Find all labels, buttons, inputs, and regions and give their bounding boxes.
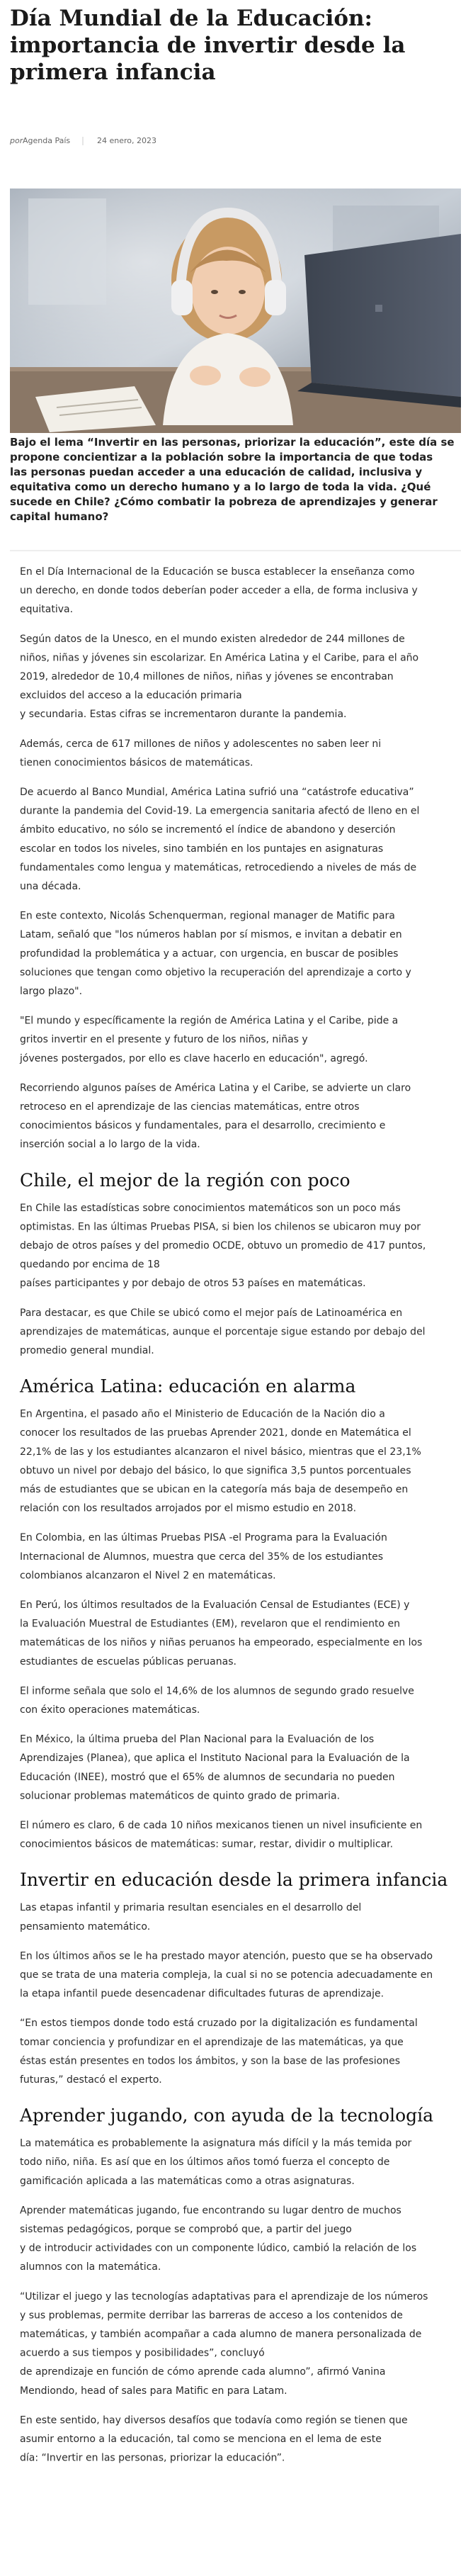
paragraph-line: Según datos de la Unesco, en el mundo existen alrededor de 244 millones de — [20, 633, 405, 645]
paragraph-line: inserción social a lo largo de la vida. — [20, 1139, 200, 1151]
paragraph-line: tienen conocimientos básicos de matemáticas. — [20, 757, 253, 769]
paragraph-line: Aprendizajes (Planea), que aplica el Instituto Nacional para la Evaluación de la — [20, 1753, 410, 1765]
paragraph-line: estudiantes de escuelas públicas peruanas. — [20, 1655, 236, 1667]
paragraph-line: acuerdo a sus tiempos y posibilidades”, concluyó — [20, 2347, 265, 2359]
paragraph-line: El número es claro, 6 de cada 10 niños mexicanos tienen un nivel insuficiente en — [20, 1820, 423, 1831]
paragraph-line: retroceso en el aprendizaje de las ciencias matemáticas, entre otros — [20, 1101, 360, 1113]
paragraph-line: aprendizajes de matemáticas, aunque el porcentaje sigue estando por debajo del — [20, 1326, 426, 1338]
paragraph-line: Internacional de Alumnos, muestra que cerca del 35% de los estudiantes — [20, 1551, 384, 1563]
paragraph-line: Además, cerca de 617 millones de niños y adolescentes no saben leer ni — [20, 738, 382, 750]
paragraph-line: conocimientos básicos y fundamentales, para el desarrollo, crecimiento e — [20, 1120, 386, 1132]
paragraph-line: soluciones que tengan como objetivo la recuperación del aprendizaje a corto y — [20, 967, 411, 979]
paragraph-line: conocer los resultados de las pruebas Aprender 2021, donde en Matemática el — [20, 1427, 411, 1439]
paragraph-line: de aprendizaje en función de cómo aprende cada alumno”, afirmó Vanina — [20, 2366, 386, 2378]
paragraph-line: éstas están presentes en todos los ámbitos, y son la base de las profesiones — [20, 2055, 401, 2067]
paragraph-line: con éxito operaciones matemáticas. — [20, 1704, 200, 1716]
paragraph-line: día: “Invertir en las personas, priorizar la educación”. — [20, 2452, 285, 2464]
paragraph-line: equitativa. — [20, 604, 74, 616]
byline — [9, 136, 156, 145]
paragraph-line: En México, la última prueba del Plan Nacional para la Evaluación de los — [20, 1733, 375, 1745]
paragraph-line: profundidad la problemática y a actuar, con urgencia, en buscar de posibles — [20, 947, 399, 960]
paragraph-line: jóvenes postergados, por ello es clave hacerlo en educación", agregó. — [20, 1052, 368, 1064]
section-heading: América Latina: educación en alarma — [20, 1376, 356, 1397]
section-heading: Aprender jugando, con ayuda de la tecnología — [20, 2105, 434, 2126]
paragraph-line: En el Día Internacional de la Educación se busca establecer la enseñanza como — [20, 566, 415, 578]
paragraph-line: pensamiento matemático. — [20, 1920, 151, 1933]
paragraph-line: colombianos alcanzaron el Nivel 2 en matemáticas. — [20, 1570, 276, 1582]
paragraph-line: escolar en todos los niveles, sino también en los puntajes en asignaturas — [20, 843, 384, 855]
paragraph-line: gritos invertir en el presente y futuro de los niños, niñas y — [20, 1034, 308, 1046]
paragraph-line: 2019, alrededor de 10,4 millones de niños, niñas y jóvenes se encontraban — [20, 671, 394, 682]
title-line: primera infancia — [10, 60, 216, 85]
paragraph-line: Mendiondo, head of sales para Matific en para Latam. — [20, 2385, 287, 2397]
byline-prefix: por — [10, 136, 23, 145]
paragraph-line: “En estos tiempos donde todo está cruzado por la digitalización es fundamental — [20, 2018, 418, 2030]
paragraph-line: En Chile las estadísticas sobre conocimientos matemáticos son un poco más — [20, 1202, 401, 1214]
paragraph-line: En Colombia, en las últimas Pruebas PISA -el Programa para la Evaluación — [20, 1532, 387, 1544]
paragraph-line: la Evaluación Muestral de Estudiantes (EM), revelaron que el rendimiento en — [20, 1618, 401, 1630]
paragraph-line: De acuerdo al Banco Mundial, América Latina sufrió una “catástrofe educativa” — [20, 787, 414, 798]
paragraph-line: que se trata de una materia compleja, la cual si no se potencia adecuadamente en — [20, 1969, 433, 1981]
paragraph-line: Recorriendo algunos países de América Latina y el Caribe, se advierte un claro — [20, 1082, 411, 1094]
paragraph-line: países participantes y por debajo de otros 53 países en matemáticas. — [20, 1278, 366, 1290]
lead-line: propone concientizar a la población sobre la importancia de que todas — [10, 451, 433, 463]
paragraph-line: En este sentido, hay diversos desafíos que todavía como región se tienen que — [20, 2414, 408, 2426]
paragraph-line: excluidos del acceso a la educación primaria — [20, 690, 242, 702]
paragraph-line: conocimientos básicos de matemáticas: sumar, restar, dividir o multiplicar. — [20, 1838, 394, 1850]
paragraph-line: más de estudiantes que se ubican en la categoría más baja de desempeño en — [20, 1484, 409, 1495]
paragraph-line: largo plazo". — [20, 986, 83, 997]
paragraph-line: Para destacar, es que Chile se ubicó como el mejor país de Latinoamérica en — [20, 1307, 403, 1319]
paragraph-line: sistemas pedagógicos, porque se comprobó que, a partir del juego — [20, 2224, 352, 2235]
paragraph-line: En los últimos años se le ha prestado mayor atención, puesto que se ha observado — [20, 1950, 433, 1962]
paragraph-line: relación con los resultados arrojados por el mismo estudio en 2018. — [20, 1502, 357, 1514]
paragraph-line: solucionar problemas matemáticos de quinto grado de primaria. — [20, 1790, 341, 1802]
lead-line: capital humano? — [10, 510, 109, 523]
paragraph-line: En Perú, los últimos resultados de la Evaluación Censal de Estudiantes (ECE) y — [20, 1599, 410, 1611]
paragraph-line: la etapa infantil puede desencadenar dificultades futuras de aprendizaje. — [20, 1988, 384, 2000]
paragraph-line: La matemática es probablemente la asignatura más difícil y la más temida por — [20, 2137, 412, 2149]
hero-image — [10, 189, 461, 433]
title-line: importancia de invertir desde la — [10, 33, 406, 58]
paragraph-line: En este contexto, Nicolás Schenquerman, regional manager de Matific para — [20, 910, 395, 922]
paragraph-line: asumir entorno a la educación, tal como se menciona en el lema de este — [20, 2434, 382, 2445]
paragraph-line: Las etapas infantil y primaria resultan esenciales en el desarrollo del — [20, 1902, 362, 1914]
paragraph-line: una década. — [20, 881, 81, 892]
paragraph-line: y de introducir actividades con un componente lúdico, cambió la relación de los — [20, 2242, 417, 2254]
paragraph-line: ámbito educativo, no sólo se incrementó el índice de abandono y deserción — [20, 824, 396, 836]
paragraph-line: quedando por encima de 18 — [20, 1259, 160, 1271]
paragraph-line: promedio general mundial. — [20, 1345, 154, 1356]
paragraph-line: gamificación aplicada a las matemáticas como a otras asignaturas. — [20, 2175, 355, 2187]
paragraph-line: futuras,” destacó el experto. — [20, 2074, 162, 2086]
paragraph-line: todo niño, niña. Es así que en los últimos años tomó fuerza el concepto de — [20, 2156, 390, 2169]
paragraph-line: “Utilizar el juego y las tecnologías adaptativas para el aprendizaje de los números — [20, 2290, 428, 2302]
paragraph-line: alumnos con la matemática. — [20, 2261, 161, 2273]
paragraph-line: Latam, señaló que "los números hablan por sí mismos, e invitan a debatir en — [20, 929, 402, 941]
paragraph-line: matemáticas de los niños y niñas peruanos ha empeorado, especialmente en los — [20, 1637, 423, 1649]
paragraph-line: Aprender matemáticas jugando, fue encontrando su lugar dentro de muchos — [20, 2205, 401, 2217]
paragraph-line: durante la pandemia del Covid-19. La emergencia sanitaria afectó de lleno en el — [20, 805, 420, 817]
paragraph-line: niños, niñas y jóvenes sin escolarizar. En América Latina y el Caribe, para el año — [20, 652, 419, 664]
paragraph-line: un derecho, en donde todos deberían poder acceder a ella, de forma inclusiva y — [20, 585, 418, 597]
paragraph-line: En Argentina, el pasado año el Ministerio de Educación de la Nación dio a — [20, 1408, 385, 1420]
section-heading: Chile, el mejor de la región con poco — [20, 1169, 351, 1191]
paragraph-line: matemáticas, y también acompañar a cada alumno de manera personalizada de — [20, 2329, 422, 2340]
title-line: Día Mundial de la Educación: — [10, 6, 372, 31]
paragraph-line: debajo de otros países y del promedio OCDE, obtuvo un promedio de 417 puntos, — [20, 1240, 426, 1252]
paragraph-line: fundamentales como lengua y matemáticas, retrocediendo a niveles de más de — [20, 862, 417, 874]
paragraph-line: Educación (INEE), mostró que el 65% de alumnos de secundaria no pueden — [20, 1771, 395, 1783]
lead-line: las personas puedan acceder a una educación de calidad, inclusiva y — [10, 466, 423, 478]
section-heading: Invertir en educación desde la primera infancia — [20, 1869, 448, 1891]
byline-author[interactable]: Agenda País — [23, 136, 71, 145]
paragraph-line: "El mundo y específicamente la región de América Latina y el Caribe, pide a — [20, 1015, 399, 1027]
byline-date: 24 enero, 2023 — [97, 136, 156, 145]
paragraph-line: y sus problemas, permite derribar las barreras de acceso a los contenidos de — [20, 2310, 403, 2322]
lead-line: Bajo el lema “Invertir en las personas, priorizar la educación”, este día se — [10, 436, 455, 449]
lead-line: equitativa como un derecho humano y a lo largo de toda la vida. ¿Qué — [10, 480, 431, 493]
paragraph-line: 22,1% de las y los estudiantes alcanzaron el nivel básico, mientras que el 23,1% — [20, 1446, 421, 1458]
lead-line: sucede en Chile? ¿Cómo combatir la pobreza de aprendizajes y generar — [10, 495, 438, 508]
paragraph-line: El informe señala que solo el 14,6% de los alumnos de segundo grado resuelve — [20, 1685, 414, 1697]
paragraph-line: tomar conciencia y profundizar en el aprendizaje de las matemáticas, ya que — [20, 2036, 404, 2048]
paragraph-line: optimistas. En las últimas Pruebas PISA, si bien los chilenos se ubicaron muy por — [20, 1221, 421, 1233]
paragraph-line: obtuvo un nivel por debajo del básico, lo que significa 3,5 puntos porcentuales — [20, 1465, 411, 1477]
paragraph-line: y secundaria. Estas cifras se incrementaron durante la pandemia. — [20, 709, 347, 721]
